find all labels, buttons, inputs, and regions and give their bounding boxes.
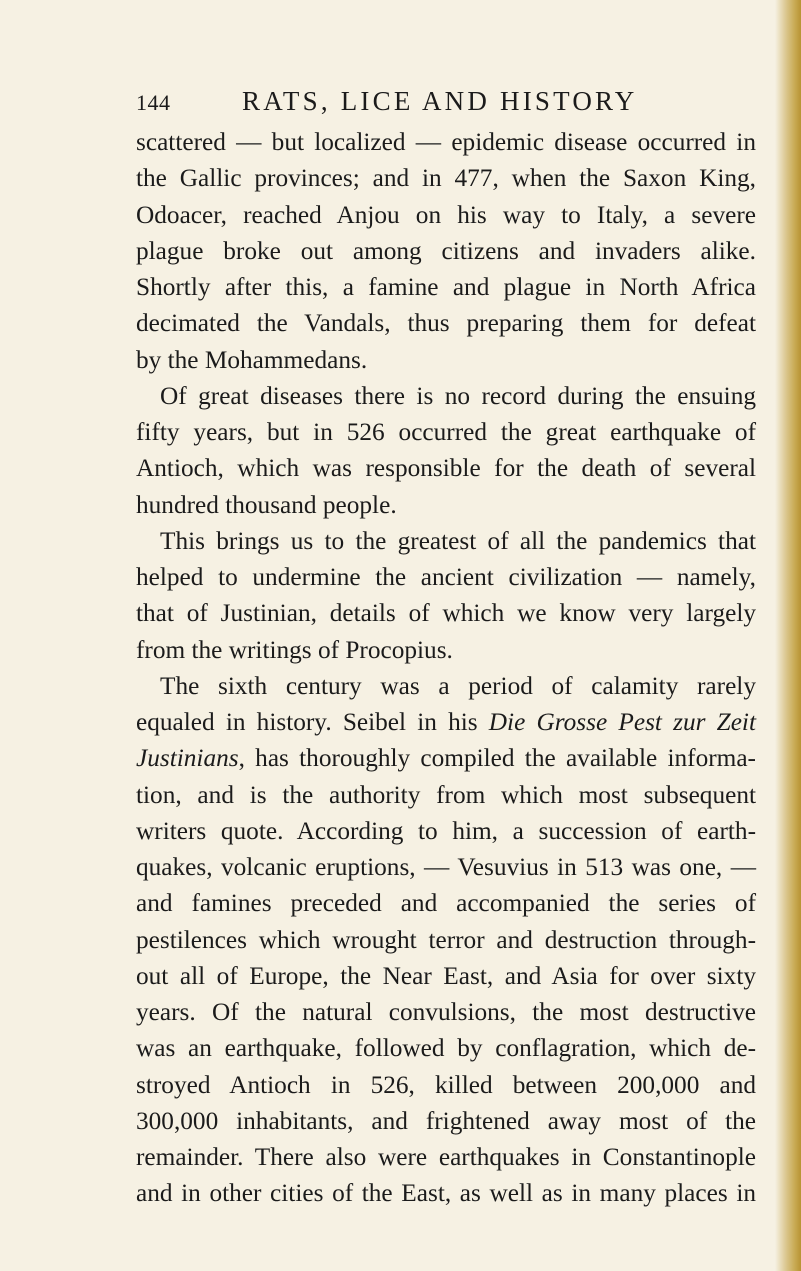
text-run: and in other cities of the East, as well as in many places in: [136, 1179, 756, 1208]
text-run: writers quote. According to him, a succession of earth-: [136, 816, 756, 845]
page-number: 144: [136, 90, 171, 115]
text-line: [136, 1139, 756, 1175]
text-run: Of great diseases there is no record during the ensuing: [160, 381, 756, 410]
text-run: The sixth century was a period of calamity rarely: [160, 671, 756, 700]
text-line: [136, 197, 756, 233]
text-run: Antioch, which was responsible for the death of several: [136, 454, 756, 483]
text-run: from the writings of Procopius.: [136, 635, 453, 664]
text-run: quakes, volcanic eruptions, — Vesuvius in 513 was one, —: [136, 853, 756, 881]
text-line: [136, 704, 756, 740]
text-line: [136, 233, 756, 269]
text-run: scattered — but localized — epidemic disease occurred in: [136, 128, 756, 156]
text-line: [136, 1067, 756, 1103]
page-edge-shadow: [775, 0, 801, 1271]
text-line: [136, 994, 756, 1030]
text-line: [136, 1030, 756, 1066]
text-run: the Gallic provinces; and in 477, when the Saxon King,: [136, 164, 756, 193]
text-line: [136, 813, 756, 849]
text-line: [136, 342, 756, 378]
text-line: [136, 523, 756, 559]
text-line: [136, 124, 756, 160]
text-run: that of Justinian, details of which we know very largely: [136, 599, 756, 628]
text-line: [136, 668, 756, 704]
text-run: by the Mohammedans.: [136, 345, 368, 374]
text-run: stroyed Antioch in 526, killed between 200,000 and: [136, 1070, 756, 1099]
text-run: decimated the Vandals, thus preparing them for defeat: [136, 309, 756, 338]
text-line: [136, 305, 756, 341]
text-run: pestilences which wrought terror and destruction through-: [136, 925, 756, 954]
text-line: [136, 1175, 756, 1211]
body-text: [136, 124, 756, 1212]
text-line: [136, 885, 756, 921]
running-head: [136, 86, 756, 120]
text-line: [136, 777, 756, 813]
text-run: 300,000 inhabitants, and frightened away most of the: [136, 1106, 756, 1135]
text-run: and famines preceded and accompanied the series of: [136, 889, 756, 918]
text-run: years. Of the natural convulsions, the most destructive: [136, 998, 756, 1026]
text-run: This brings us to the greatest of all the pandemics that: [160, 526, 756, 555]
italic-title-text: Justinians: [136, 744, 239, 773]
text-run: plague broke out among citizens and invaders alike.: [136, 236, 756, 265]
italic-title-text: Die Grosse Pest zur Zeit: [488, 708, 756, 736]
text-line: [136, 958, 756, 994]
text-run: Shortly after this, a famine and plague in North Africa: [136, 273, 756, 301]
text-line: [136, 922, 756, 958]
text-line: [136, 740, 756, 776]
text-line: [136, 487, 756, 523]
text-line: [136, 632, 756, 668]
text-run: remainder. There also were earthquakes in Constantinople: [136, 1143, 756, 1171]
text-run: was an earthquake, followed by conflagration, which de-: [136, 1034, 756, 1063]
text-line: [136, 414, 756, 450]
text-run: Odoacer, reached Anjou on his way to Italy, a severe: [136, 200, 756, 229]
text-line: [136, 450, 756, 486]
text-line: [136, 849, 756, 885]
text-run: fifty years, but in 526 occurred the great earthquake of: [136, 418, 756, 446]
text-line: [136, 160, 756, 196]
text-run: helped to undermine the ancient civilization — namely,: [136, 563, 756, 591]
text-line: [136, 378, 756, 414]
text-line: [136, 269, 756, 305]
text-run: , has thoroughly compiled the available informa-: [238, 744, 756, 773]
running-title: RATS, LICE AND HISTORY: [242, 86, 638, 116]
text-run: equaled in history. Seibel in his: [136, 708, 489, 736]
text-run: tion, and is the authority from which most subsequent: [136, 780, 756, 809]
text-line: [136, 1103, 756, 1139]
text-run: hundred thousand people.: [136, 490, 397, 519]
text-line: [136, 595, 756, 631]
text-run: out all of Europe, the Near East, and Asia for over sixty: [136, 961, 756, 990]
text-line: [136, 559, 756, 595]
